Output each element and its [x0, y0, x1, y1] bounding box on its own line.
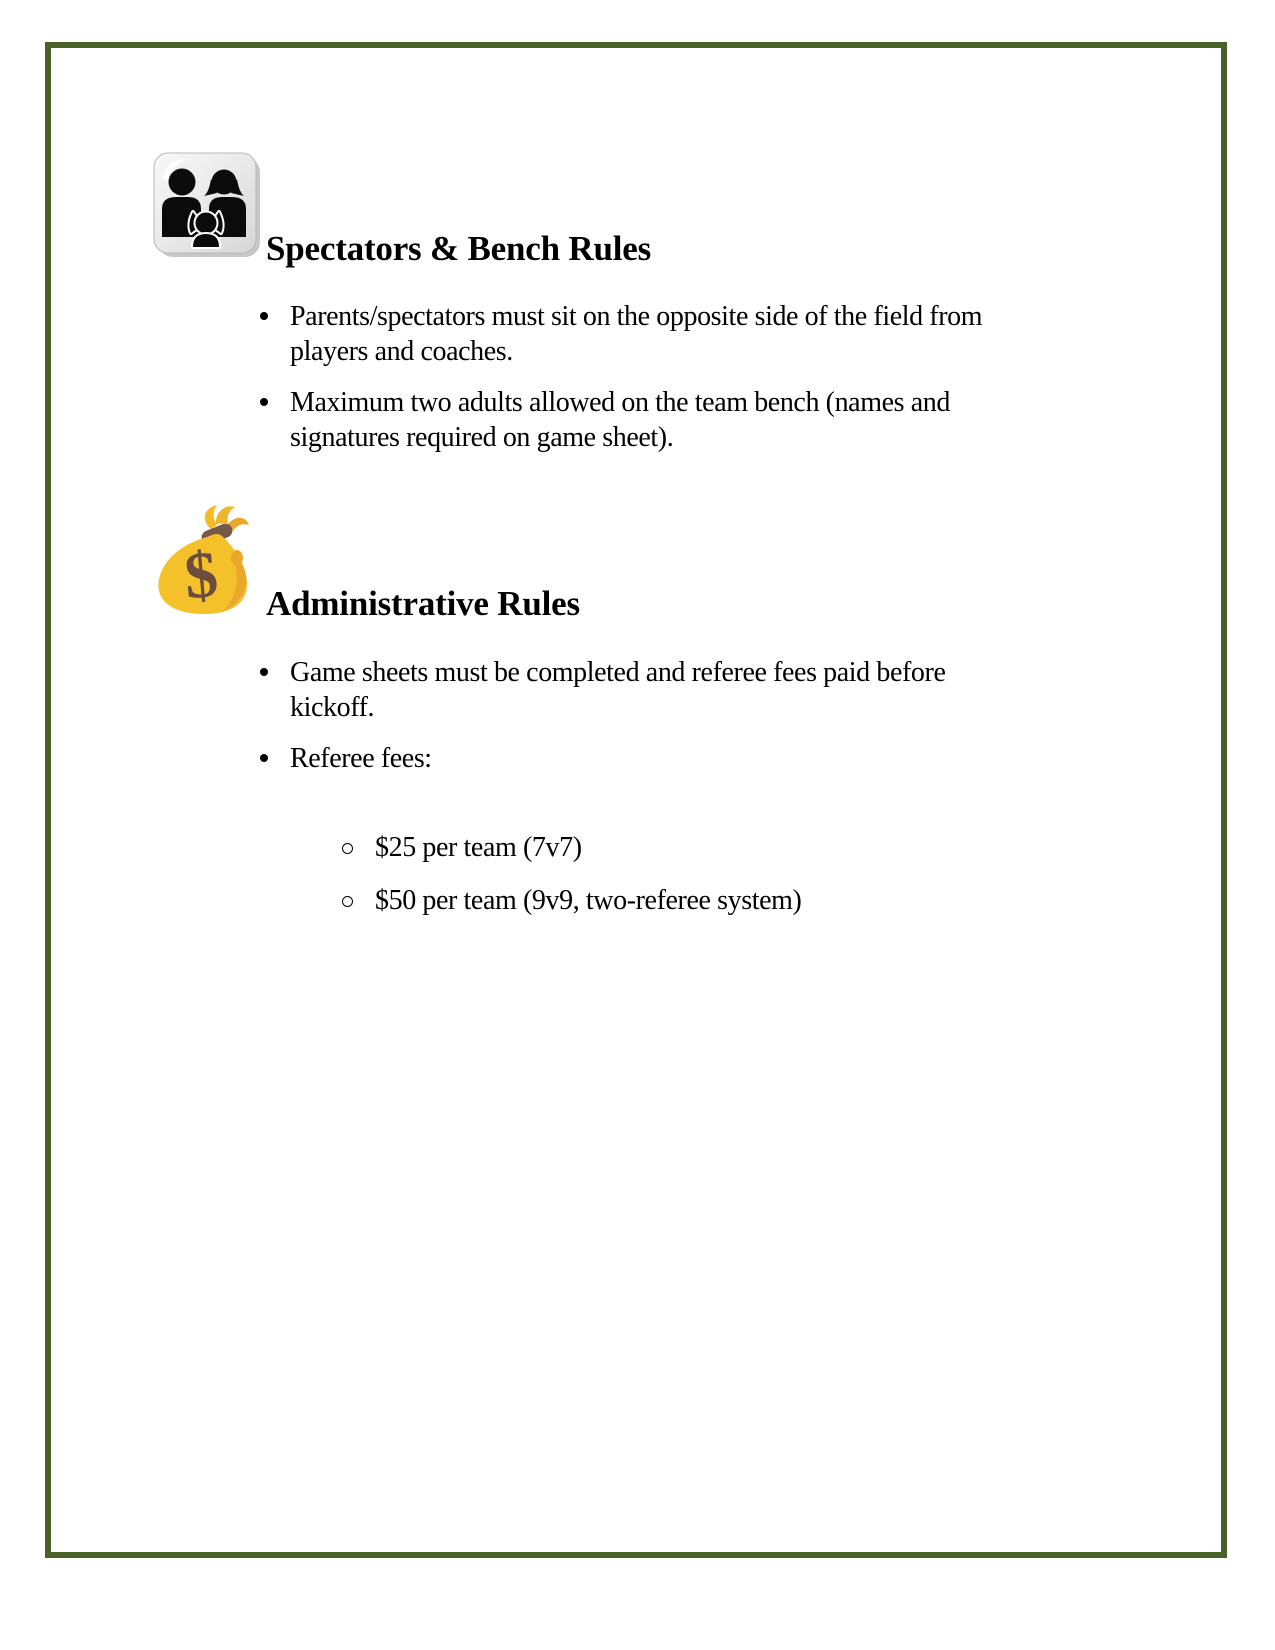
sub-bullet-text-line: $50 per team (9v9, two-referee system) — [375, 885, 802, 916]
bullet-text-line: signatures required on game sheet). — [290, 422, 674, 453]
family-icon — [153, 152, 262, 259]
sub-bullet-text-line: $25 per team (7v7) — [375, 832, 582, 863]
sub-bullet-item — [340, 830, 1100, 865]
bullet-item — [258, 385, 1118, 455]
bullet-marker — [260, 754, 268, 762]
bullet-marker — [260, 668, 268, 676]
bullet-marker — [260, 398, 268, 406]
dollar-sign-glyph: $ — [181, 537, 221, 614]
section-title: Administrative Rules — [266, 584, 580, 623]
bullet-text-line: Game sheets must be completed and referee fees paid before — [290, 657, 946, 688]
bullet-item — [258, 299, 1118, 369]
page-border — [45, 42, 1227, 1558]
sub-bullet-marker — [342, 896, 353, 907]
bullet-text-line: kickoff. — [290, 692, 375, 723]
bullet-text-line: Maximum two adults allowed on the team bench (names and — [290, 387, 950, 418]
money-bag-icon — [155, 503, 251, 621]
bullet-text-line: Referee fees: — [290, 743, 432, 774]
bullet-text-line: Parents/spectators must sit on the opposite side of the field from — [290, 301, 983, 332]
bullet-item — [258, 741, 1118, 776]
sub-bullet-marker — [342, 843, 353, 854]
bullet-item — [258, 655, 1118, 725]
bullet-text-line: players and coaches. — [290, 336, 513, 367]
bullet-marker — [260, 312, 268, 320]
section-title: Spectators & Bench Rules — [266, 229, 652, 268]
sub-bullet-item — [340, 883, 1100, 918]
